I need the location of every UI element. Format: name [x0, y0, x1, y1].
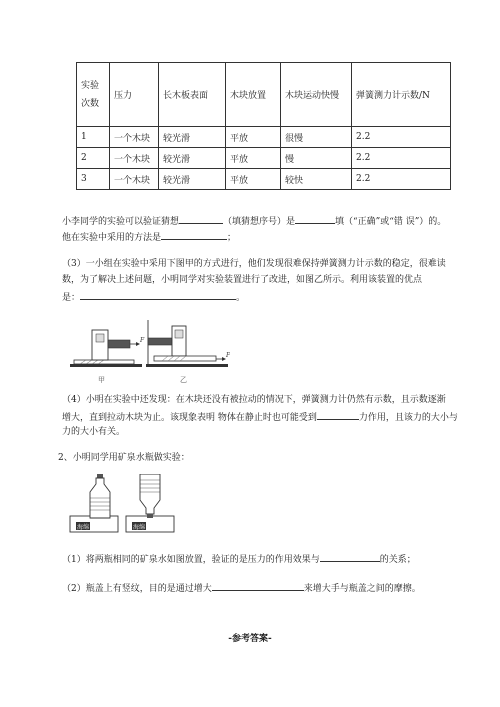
answer-blank: [161, 230, 227, 240]
table-cell: 很慢: [281, 127, 352, 148]
table-cell: 较光滑: [159, 169, 226, 190]
table-cell: 一个木块: [110, 127, 159, 148]
force-label-yi: F: [226, 352, 230, 359]
answer-blank: [317, 410, 359, 420]
table-cell: 一个木块: [110, 169, 159, 190]
table-cell: 平放: [226, 127, 281, 148]
table-cell: 一个木块: [110, 148, 159, 169]
bottle-sponge-figure: [68, 474, 178, 534]
q4-line-1: （4）小明在实验中还发现：在木块还没有被拉动的情况下，弹簧测力计仍然有示数，且示数逐渐: [62, 395, 446, 405]
header-cell: 木块运动快慢: [281, 63, 352, 127]
sponge-label-left: 海绵: [77, 524, 90, 531]
header-cell: 木块放置: [226, 63, 281, 127]
friction-apparatus-figure: [70, 312, 230, 386]
answer-blank: [179, 214, 223, 224]
force-label-jia: F: [140, 337, 145, 344]
table-cell: 2.2: [352, 169, 451, 190]
figure-label-yi: 乙: [180, 376, 187, 384]
table-cell: 较快: [281, 169, 352, 190]
table-cell: 平放: [226, 169, 281, 190]
xiaoli-line-2: 他在实验中采用的方法是 ；: [62, 230, 236, 244]
q-bottle-title: 2、小明同学用矿泉水瓶做实验：: [58, 453, 190, 463]
table-cell: 平放: [226, 148, 281, 169]
table-header-row: [77, 63, 451, 127]
setup-jia: [70, 330, 142, 367]
experiment-table: [76, 62, 451, 190]
q3-line-2: 数，为了解决上述问题，小明同学对实验装置进行了改进，如图乙所示。利用该装置的优点: [62, 275, 423, 285]
table-cell: 2.2: [352, 127, 451, 148]
header-cell: 长木板表面: [159, 63, 226, 127]
q3-line-3: 是： 。: [62, 290, 245, 304]
answer-blank: [80, 290, 236, 300]
answer-blank: [212, 581, 304, 591]
answer-blank: [295, 214, 335, 224]
answer-blank: [320, 552, 380, 562]
bottle-inverted: [140, 474, 160, 518]
answers-section-title: -参考答案-: [228, 634, 272, 644]
table-cell: 1: [77, 127, 110, 148]
table-cell: 慢: [281, 148, 352, 169]
q3-line-1: （3）一小组在实验中采用下图甲的方式进行，他们发现很难保持弹簧测力计示数的稳定，很难读: [62, 259, 446, 269]
table-cell: 3: [77, 169, 110, 190]
q4-line-3: 力的大小有关。: [62, 427, 126, 437]
q4-line-2: 增大，直到拉动木块为止。该现象表明 物体在静止时也可能受到 力作用，且该力的大小与: [62, 410, 458, 424]
q-bottle-line-2: （2）瓶盖上有竖纹，目的是通过增大 来增大手与瓶盖之间的摩擦。: [62, 581, 421, 595]
header-cell: 弹簧测力计示数/N: [352, 63, 451, 127]
header-cell: 压力: [110, 63, 159, 127]
bottle-upright: [90, 474, 110, 518]
figure-label-jia: 甲: [98, 376, 105, 384]
table-row: [77, 127, 451, 148]
table-cell: 2: [77, 148, 110, 169]
table-cell: 较光滑: [159, 148, 226, 169]
table-row: [77, 169, 451, 190]
header-cell: 实验次数: [77, 63, 110, 127]
table-cell: 2.2: [352, 148, 451, 169]
setup-yi: [146, 320, 228, 367]
table-row: [77, 148, 451, 169]
xiaoli-line-1: 小李同学的实验可以验证猜想 （填猜想序号）是 填（“正确”或“错 误”）的。: [62, 214, 446, 228]
q-bottle-line-1: （1）将两瓶相同的矿泉水如图放置，验证的是压力的作用效果与 的关系；: [62, 552, 416, 566]
sponge-label-right: 海绵: [133, 524, 146, 531]
table-cell: 较光滑: [159, 127, 226, 148]
